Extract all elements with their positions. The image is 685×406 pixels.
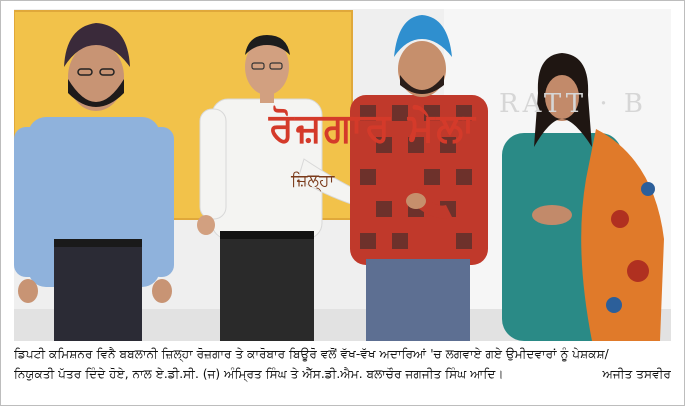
banner-subline: ਜ਼ਿਲ੍ਹਾ (291, 171, 335, 191)
caption-line-1: ਡਿਪਟੀ ਕਮਿਸ਼ਨਰ ਵਿਨੈ ਬਬਲਾਨੀ ਜ਼ਿਲ੍ਹਾ ਰੋਜ਼ਗਾਰ ਤੇ ਕਾਰੋਬਾਰ ਬਿਊਰੋ ਵਲੋਂ ਵੱਖ-ਵੱਖ ਅਦਾਰਿਆਂ 'ਚ ਲਗਵਾਏ ਗਏ ਉਮੀਦਵਾਰਾਂ ਨੂੰ ਪੇਸ਼ਕਸ਼/ (14, 347, 609, 361)
photo-caption (14, 344, 674, 384)
banner-headline: ਰੋਜ਼ਗਾਰ ਮੇਲਾ (269, 105, 477, 151)
news-photo (14, 9, 671, 341)
caption-line-2: ਨਿਯੁਕਤੀ ਪੱਤਰ ਦਿੰਦੇ ਹੋਏ, ਨਾਲ ਏ.ਡੀ.ਸੀ. (ਜ) ਅੰਮ੍ਰਿਤ ਸਿੰਘ ਤੇ ਐੱਸ.ਡੀ.ਐਮ. ਬਲਾਚੌਰ ਜਗਜੀਤ ਸਿੰਘ ਆਦਿ। (14, 367, 504, 381)
photo-scene (14, 9, 671, 341)
wall-lettering: RATT · B (499, 89, 647, 119)
photo-credit: ਅਜੀਤ ਤਸਵੀਰ (602, 367, 671, 381)
